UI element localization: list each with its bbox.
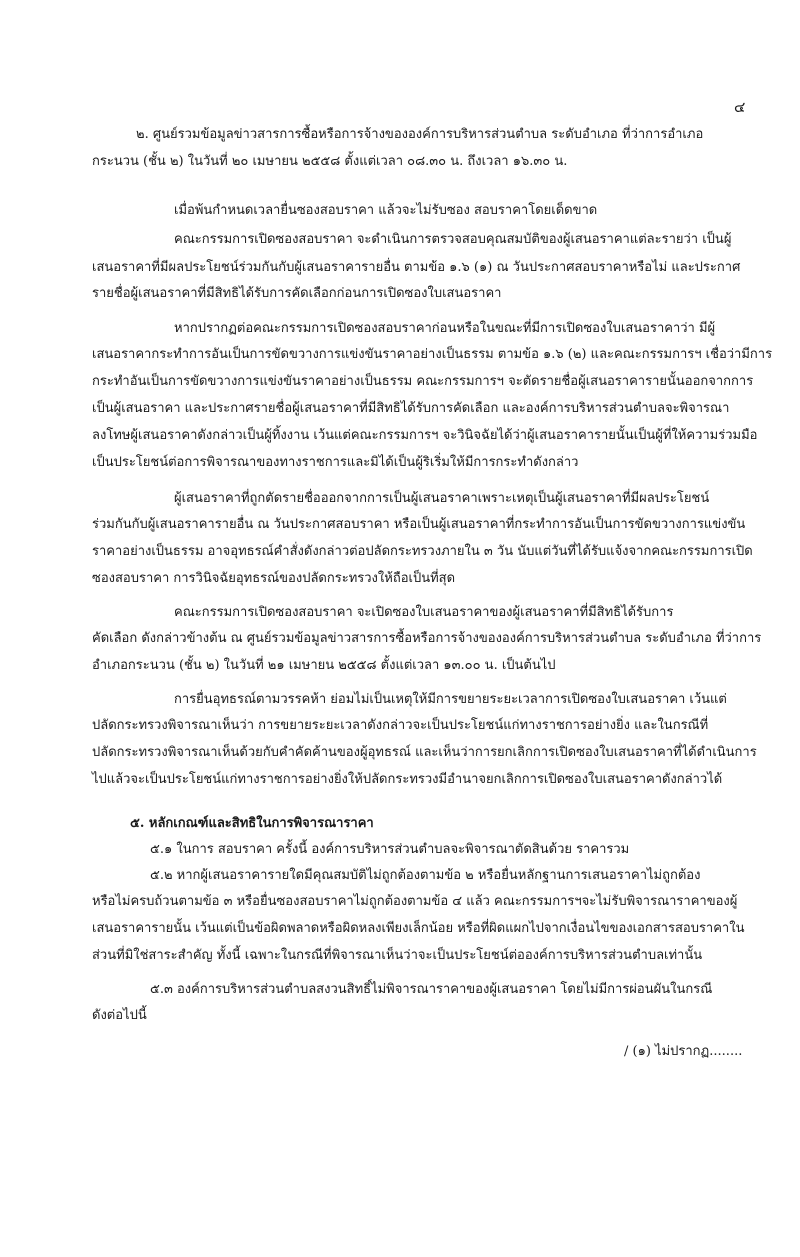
- text-line: ร่วมกันกับผู้เสนอราคารายอื่น ณ วันประกาศสอบราคา หรือเป็นผู้เสนอราคาที่กระทำการอันเป็นการขัดขวางการแข่งขัน: [92, 517, 746, 532]
- text-line: ส่วนที่มิใช่สาระสำคัญ ทั้งนี้ เฉพาะในกรณีที่พิจารณาเห็นว่าจะเป็นประโยชน์ต่อองค์การบริหารส่วนตำบลเท่านั้น: [92, 948, 703, 963]
- page-number: ๔: [734, 98, 746, 116]
- text-line: ๒. ศูนย์รวมข้อมูลข่าวสารการซื้อหรือการจ้างขององค์การบริหารส่วนตำบล ระดับอำเภอ ที่ว่าการอำเภอ: [136, 127, 704, 142]
- text-line: กระทำอันเป็นการขัดขวางการแข่งขันราคาอย่างเป็นธรรม คณะกรรมการฯ จะตัดรายชื่อผู้เสนอราคารายนั้นออกจากการ: [92, 374, 754, 389]
- section-heading: ๕. หลักเกณฑ์และสิทธิในการพิจารณาราคา: [130, 816, 374, 831]
- text-line: ๕.๑ ในการ สอบราคา ครั้งนี้ องค์การบริหารส่วนตำบลจะพิจารณาตัดสินด้วย ราคารวม: [150, 842, 630, 857]
- text-line: เป็นประโยชน์ต่อการพิจารณาของทางราชการและมิได้เป็นผู้ริเริ่มให้มีการกระทำดังกล่าว: [92, 455, 579, 470]
- text-line: คัดเลือก ดังกล่าวข้างต้น ณ ศูนย์รวมข้อมูลข่าวสารการซื้อหรือการจ้างขององค์การบริหารส่วนตำบล ระดับอำเภอ ที่ว่าการ: [92, 631, 762, 646]
- text-line: ไปแล้วจะเป็นประโยชน์แก่ทางราชการอย่างยิ่งให้ปลัดกระทรวงมีอำนาจยกเลิกการเปิดซองใบเสนอราคาดังกล่าวได้: [92, 772, 723, 787]
- text-line: เป็นผู้เสนอราคา และประกาศรายชื่อผู้เสนอราคาที่มีสิทธิได้รับการคัดเลือก และองค์การบริหารส่วนตำบลจะพิจารณา: [92, 401, 730, 416]
- text-line: เมื่อพ้นกำหนดเวลายื่นซองสอบราคา แล้วจะไม่รับซอง สอบราคาโดยเด็ดขาด: [174, 203, 598, 218]
- text-line: ปลัดกระทรวงพิจารณาเห็นว่า การขยายระยะเวลาดังกล่าวจะเป็นประโยชน์แก่ทางราชการอย่างยิ่ง และในกรณีที่: [92, 718, 709, 733]
- continuation-note: / (๑) ไม่ปรากฏ........: [624, 1044, 743, 1059]
- text-line: ลงโทษผู้เสนอราคาดังกล่าวเป็นผู้ทิ้งงาน เว้นแต่คณะกรรมการฯ จะวินิจฉัยได้ว่าผู้เสนอราคารายนั้นเป็นผู้ที่ให้ความร่วมมือ: [92, 428, 758, 443]
- text-line: ราคาอย่างเป็นธรรม อาจอุทธรณ์คำสั่งดังกล่าวต่อปลัดกระทรวงภายใน ๓ วัน นับแต่วันที่ได้รับแจ้งจากคณะกรรมการเปิด: [92, 544, 753, 559]
- text-line: ดังต่อไปนี้: [92, 1008, 147, 1023]
- text-line: หรือไม่ครบถ้วนตามข้อ ๓ หรือยื่นซองสอบราคาไม่ถูกต้องตามข้อ ๔ แล้ว คณะกรรมการฯจะไม่รับพิจารณาราคาของผู้: [92, 894, 738, 909]
- text-line: เสนอราคาที่มีผลประโยชน์ร่วมกันกับผู้เสนอราคารายอื่น ตามข้อ ๑.๖ (๑) ณ วันประกาศสอบราคาหรือไม่ และประกาศ: [92, 260, 741, 275]
- text-line: ผู้เสนอราคาที่ถูกตัดรายชื่อออกจากการเป็นผู้เสนอราคาเพราะเหตุเป็นผู้เสนอราคาที่มีผลประโยชน์: [174, 491, 710, 506]
- text-line: เสนอราคารายนั้น เว้นแต่เป็นข้อผิดพลาดหรือผิดหลงเพียงเล็กน้อย หรือที่ผิดแผกไปจากเงื่อนไขของเอกสารสอบราคาใน: [92, 921, 745, 936]
- text-line: คณะกรรมการเปิดซองสอบราคา จะดำเนินการตรวจสอบคุณสมบัติของผู้เสนอราคาแต่ละรายว่า เป็นผู้: [174, 232, 732, 247]
- text-line: ปลัดกระทรวงพิจารณาเห็นด้วยกับคำคัดค้านของผู้อุทธรณ์ และเห็นว่าการยกเลิกการเปิดซองใบเสนอราคาที่ได้ดำเนินการ: [92, 745, 757, 760]
- text-line: ๕.๒ หากผู้เสนอราคารายใดมีคุณสมบัติไม่ถูกต้องตามข้อ ๒ หรือยื่นหลักฐานการเสนอราคาไม่ถูกต้อง: [150, 868, 701, 883]
- text-line: ซองสอบราคา การวินิจฉัยอุทธรณ์ของปลัดกระทรวงให้ถือเป็นที่สุด: [92, 571, 456, 586]
- text-line: หากปรากฏต่อคณะกรรมการเปิดซองสอบราคาก่อนหรือในขณะที่มีการเปิดซองใบเสนอราคาว่า มีผู้: [174, 321, 716, 336]
- text-line: อำเภอกระนวน (ชั้น ๒) ในวันที่ ๒๑ เมษายน ๒๕๕๘ ตั้งแต่เวลา ๑๓.๐๐ น. เป็นต้นไป: [92, 658, 556, 673]
- text-line: การยื่นอุทธรณ์ตามวรรคห้า ย่อมไม่เป็นเหตุให้มีการขยายระยะเวลาการเปิดซองใบเสนอราคา เว้นแต่: [174, 692, 727, 707]
- text-line: รายชื่อผู้เสนอราคาที่มีสิทธิได้รับการคัดเลือกก่อนการเปิดซองใบเสนอราคา: [92, 286, 502, 301]
- text-line: ๕.๓ องค์การบริหารส่วนตำบลสงวนสิทธิ์ไม่พิจารณาราคาของผู้เสนอราคา โดยไม่มีการผ่อนผันในกรณี: [150, 982, 713, 997]
- text-line: คณะกรรมการเปิดซองสอบราคา จะเปิดซองใบเสนอราคาของผู้เสนอราคาที่มีสิทธิได้รับการ: [174, 605, 674, 620]
- text-line: กระนวน (ชั้น ๒) ในวันที่ ๒๐ เมษายน ๒๕๕๘ ตั้งแต่เวลา ๐๘.๓๐ น. ถึงเวลา ๑๖.๓๐ น.: [92, 154, 568, 169]
- text-line: เสนอราคากระทำการอันเป็นการขัดขวางการแข่งขันราคาอย่างเป็นธรรม ตามข้อ ๑.๖ (๒) และคณะกรรมการฯ เชื่อว่ามีการ: [92, 347, 773, 362]
